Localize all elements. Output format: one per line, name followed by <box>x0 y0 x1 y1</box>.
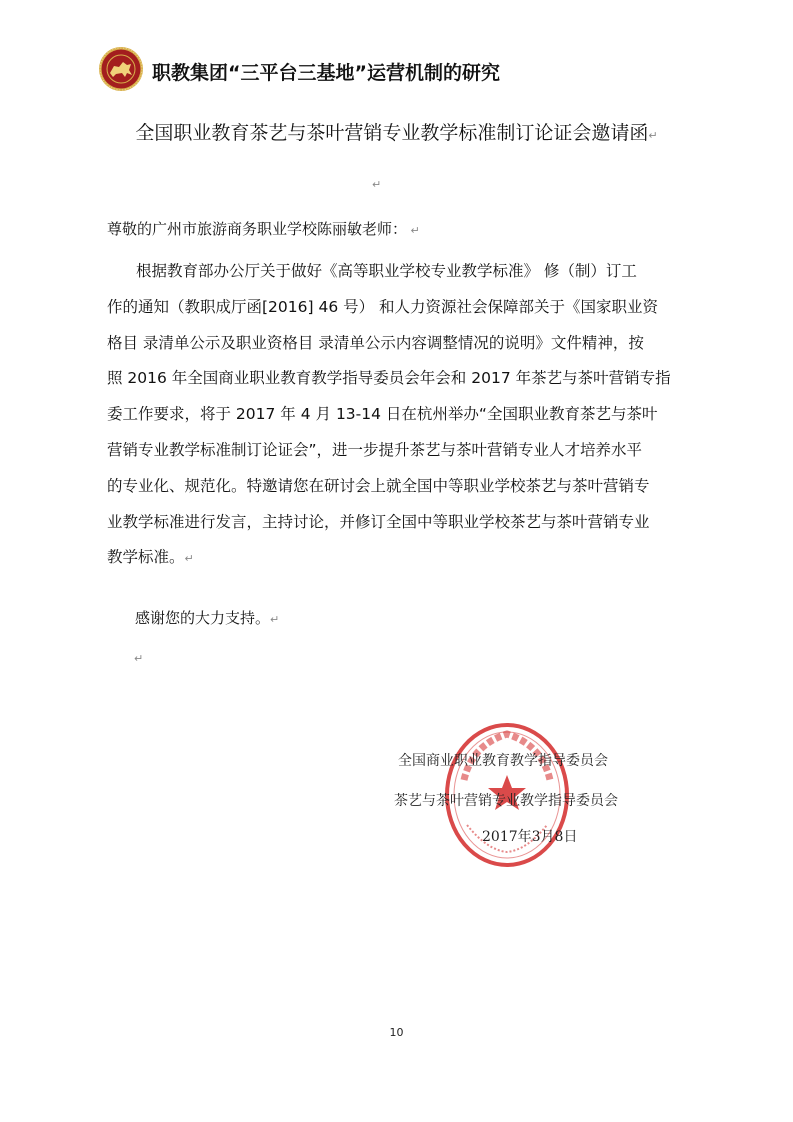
body-line: 委工作要求，将于 2017 年 4 月 13-14 日在杭州举办“全国职业教育茶艺与茶叶 <box>107 405 658 424</box>
document-title: 全国职业教育茶艺与茶叶营销专业教学标准制订论证会邀请函↵ <box>135 122 658 144</box>
body-line: 的专业化、规范化。特邀请您在研讨会上就全国中等职业学校茶艺与茶叶营销专 <box>107 476 650 495</box>
paragraph-mark: ↵ <box>134 652 144 665</box>
signing-organization-2: 茶艺与茶叶营销专业教学指导委员会 <box>394 793 618 809</box>
page-header <box>98 46 698 102</box>
header-title: 职教集团“三平台三基地”运营机制的研究 <box>152 62 500 84</box>
signing-organization-1: 全国商业职业教育教学指导委员会 <box>398 753 608 769</box>
body-line: 根据教育部办公厅关于做好《高等职业学校专业教学标准》 修（制）订工 <box>136 262 637 280</box>
thanks-line: 感谢您的大力支持。↵ <box>135 609 280 627</box>
body-line: 照 2016 年全国商业职业教育教学指导委员会年会和 2017 年茶艺与茶叶营销专指 <box>107 369 671 388</box>
signature-date: 2017年3月8日 <box>482 829 578 845</box>
body-line: 营销专业教学标准制订论证会”，进一步提升茶艺与茶叶营销专业人才培养水平 <box>107 440 643 459</box>
page-number: 10 <box>389 1026 404 1039</box>
signature-block <box>380 720 640 890</box>
body-line: 教学标准。↵ <box>107 548 194 567</box>
invitation-body <box>107 254 671 576</box>
school-emblem-icon <box>98 46 144 92</box>
paragraph-mark: ↵ <box>372 178 382 191</box>
salutation: 尊敬的广州市旅游商务职业学校陈丽敏老师： ↵ <box>107 220 420 238</box>
body-line: 作的通知（教职成厅函[2016] 46 号） 和人力资源社会保障部关于《国家职业资 <box>107 297 659 316</box>
body-line: 业教学标准进行发言，主持讨论，并修订全国中等职业学校茶艺与茶叶营销专业 <box>107 512 650 531</box>
body-line: 格目 录清单公示及职业资格目 录清单公示内容调整情况的说明》文件精神，按 <box>107 333 644 352</box>
